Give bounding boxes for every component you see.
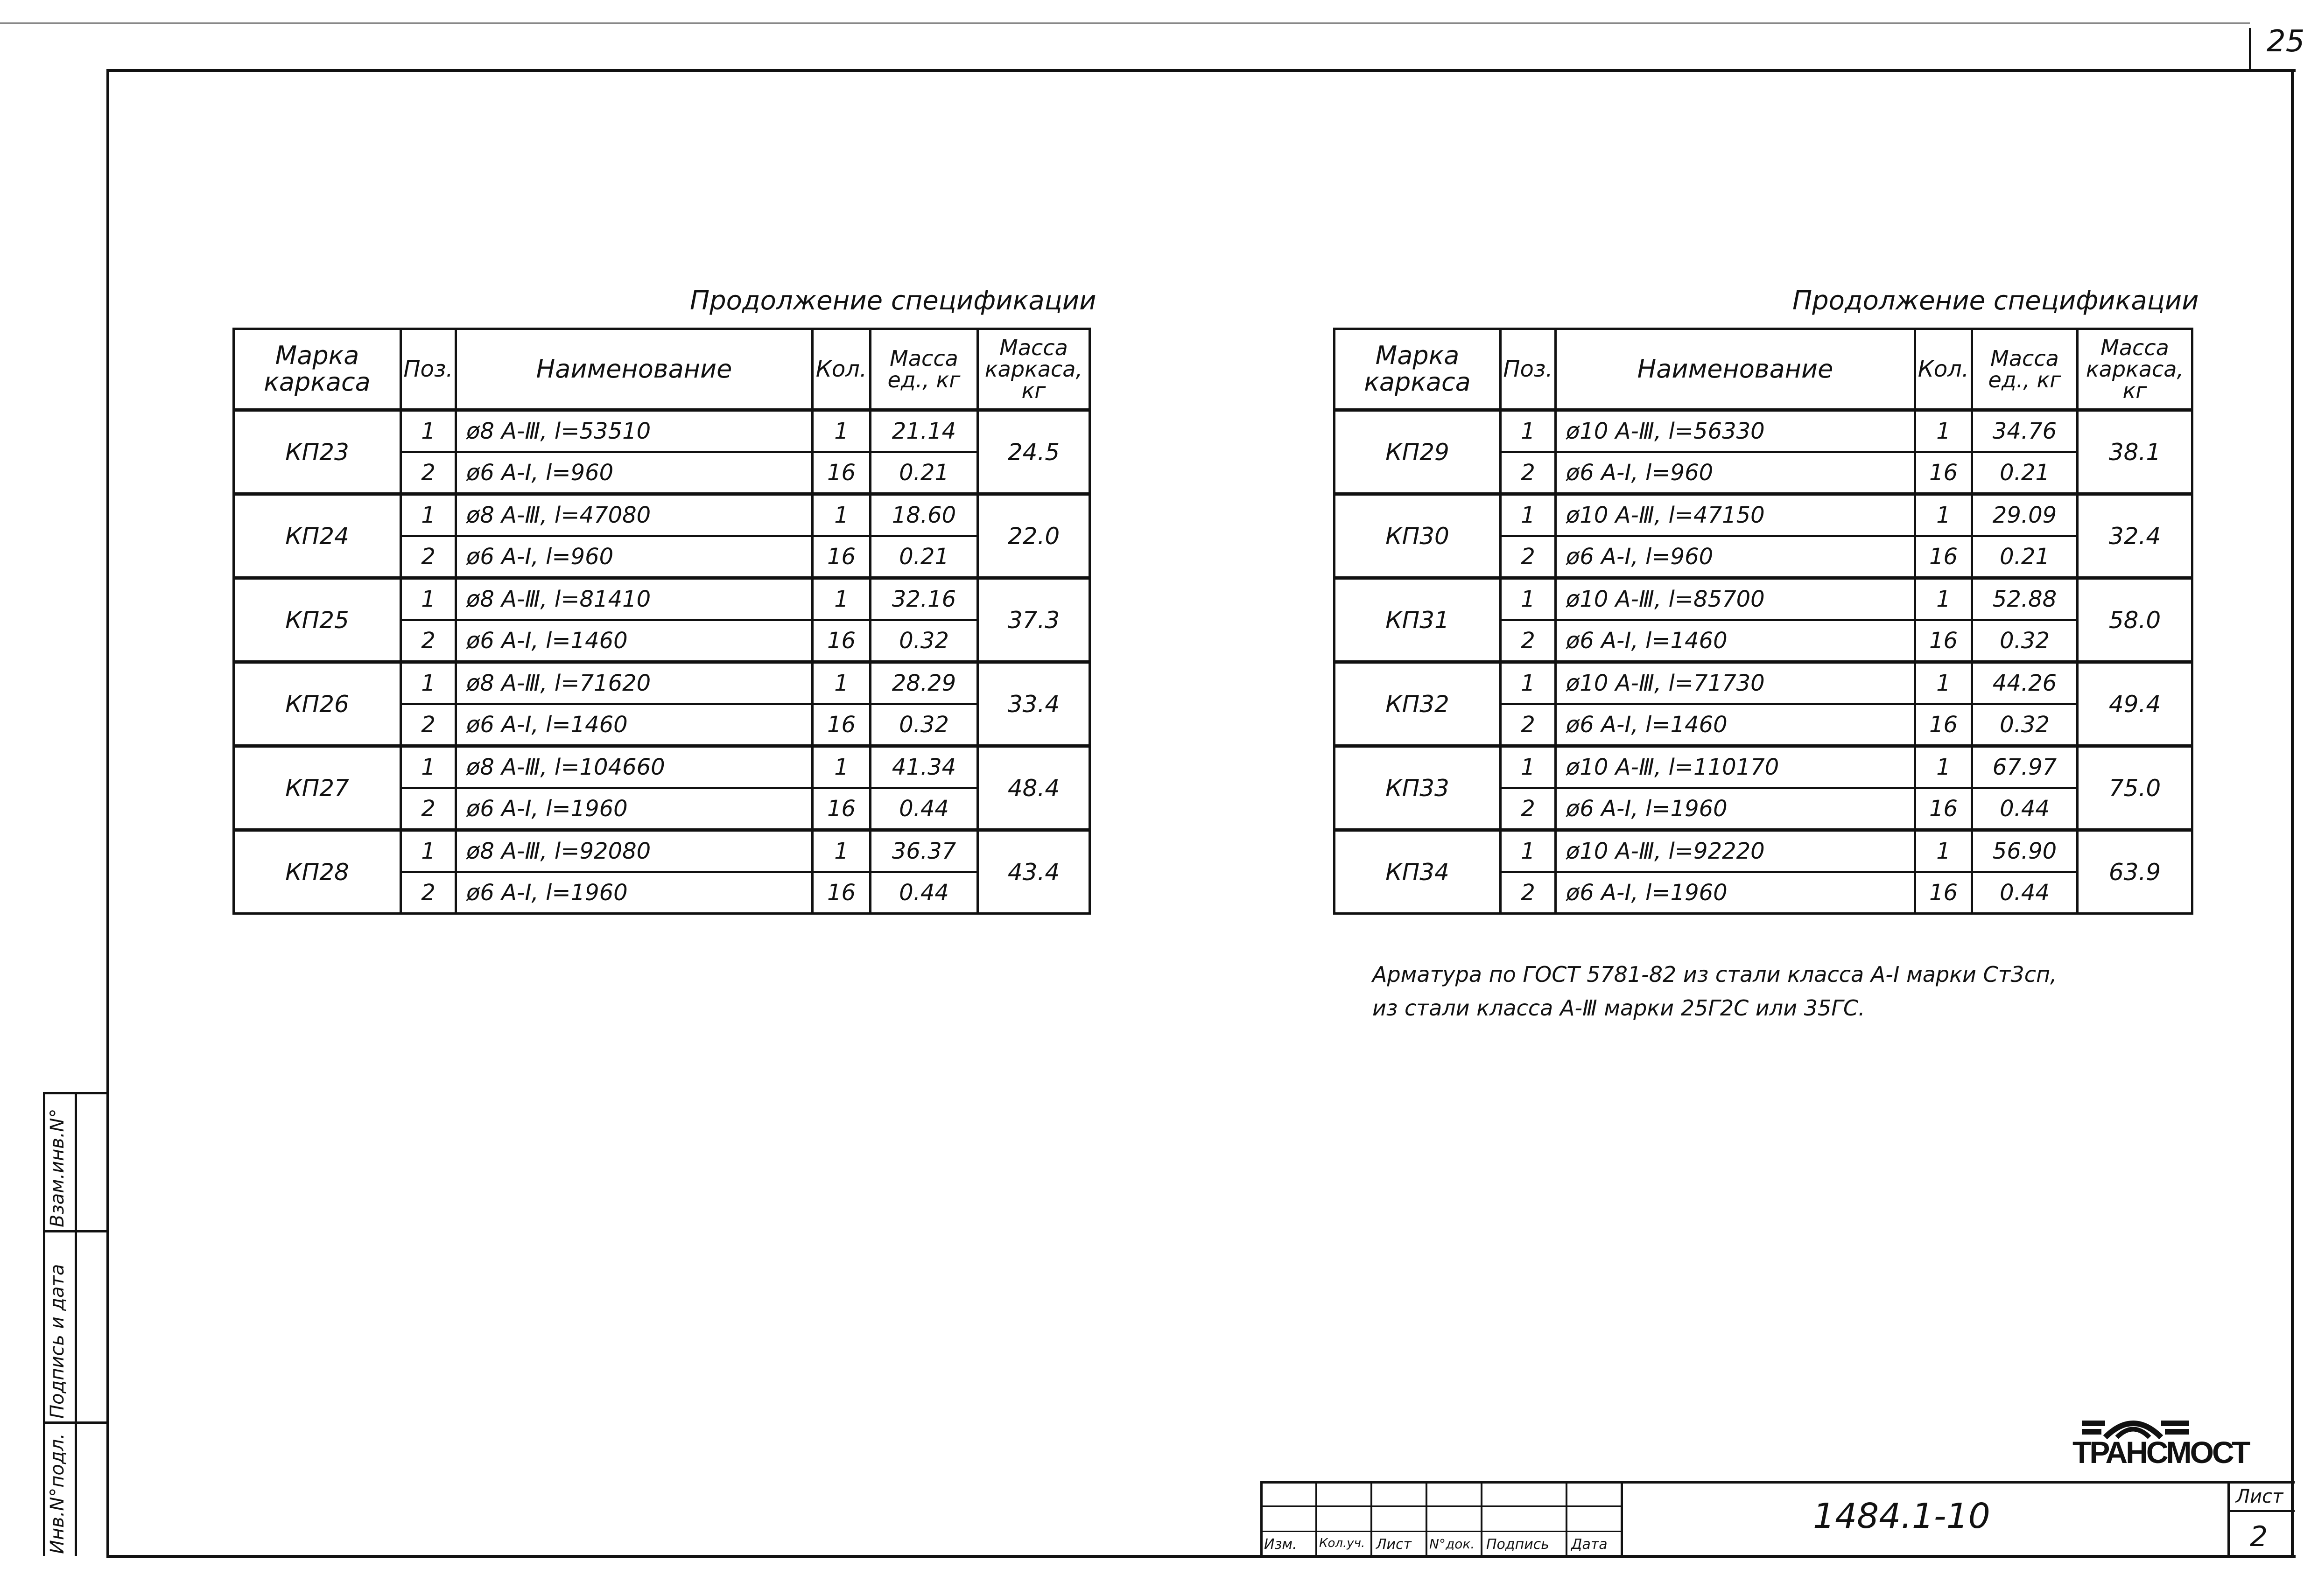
- quantity: 1: [813, 578, 871, 620]
- frame-mark: КП24: [234, 494, 401, 578]
- unit-mass: 0.32: [1972, 620, 2078, 662]
- position: 1: [1501, 830, 1556, 872]
- unit-mass: 0.21: [871, 452, 978, 494]
- unit-mass: 0.32: [871, 620, 978, 662]
- spec-table-left: [232, 328, 1091, 915]
- tb-col-list: Лист: [1376, 1536, 1412, 1553]
- frame-mark: КП33: [1335, 746, 1501, 830]
- item-name: ø6 А-Ⅰ, l=960: [456, 536, 813, 578]
- header-pos: Поз.: [1501, 329, 1556, 410]
- quantity: 16: [813, 704, 871, 746]
- item-name: ø8 А-Ⅲ, l=81410: [456, 578, 813, 620]
- position: 2: [401, 452, 456, 494]
- tb-col-podpis: Подпись: [1486, 1536, 1549, 1553]
- header-frame-mass: Масса каркаса, кг: [2078, 329, 2192, 410]
- unit-mass: 0.44: [1972, 872, 2078, 914]
- position: 2: [1501, 788, 1556, 830]
- position: 1: [1501, 578, 1556, 620]
- unit-mass: 28.29: [871, 662, 978, 704]
- tb-col-izm: Изм.: [1264, 1536, 1297, 1553]
- quantity: 16: [813, 536, 871, 578]
- quantity: 1: [1915, 830, 1972, 872]
- unit-mass: 67.97: [1972, 746, 2078, 788]
- quantity: 1: [813, 746, 871, 788]
- quantity: 1: [1915, 662, 1972, 704]
- frame-mass: 32.4: [2078, 494, 2192, 578]
- frame-mark: КП29: [1335, 410, 1501, 494]
- frame-mark: КП34: [1335, 830, 1501, 914]
- table-row: [234, 494, 1090, 536]
- position: 2: [401, 704, 456, 746]
- tb-col-data: Дата: [1571, 1536, 1608, 1553]
- stamp-inv-podl: Инв.N°подл.: [47, 1433, 68, 1554]
- table-row: [234, 746, 1090, 788]
- position: 1: [401, 662, 456, 704]
- position: 1: [401, 410, 456, 452]
- position: 2: [1501, 620, 1556, 662]
- frame-mark: КП25: [234, 578, 401, 662]
- frame-mark: КП30: [1335, 494, 1501, 578]
- table-row: [1335, 578, 2192, 620]
- stamp-podpis-data: Подпись и дата: [47, 1264, 68, 1419]
- unit-mass: 0.32: [871, 704, 978, 746]
- item-name: ø6 А-Ⅰ, l=960: [456, 452, 813, 494]
- header-mark: Марка каркаса: [1335, 329, 1501, 410]
- unit-mass: 0.44: [871, 872, 978, 914]
- frame-mass: 37.3: [978, 578, 1090, 662]
- header-qty: Кол.: [813, 329, 871, 410]
- quantity: 16: [813, 788, 871, 830]
- position: 1: [1501, 410, 1556, 452]
- item-name: ø10 А-Ⅲ, l=56330: [1556, 410, 1915, 452]
- tb-sheet-label: Лист: [2236, 1486, 2283, 1507]
- position: 1: [401, 578, 456, 620]
- top-scan-line: [0, 22, 2250, 24]
- table-row: [1335, 494, 2192, 536]
- header-unit-mass: Масса ед., кг: [871, 329, 978, 410]
- unit-mass: 0.21: [1972, 452, 2078, 494]
- header-unit-mass: Масса ед., кг: [1972, 329, 2078, 410]
- frame-mark: КП32: [1335, 662, 1501, 746]
- frame-left: [106, 69, 109, 1558]
- quantity: 1: [1915, 410, 1972, 452]
- quantity: 16: [1915, 872, 1972, 914]
- unit-mass: 56.90: [1972, 830, 2078, 872]
- quantity: 16: [813, 452, 871, 494]
- quantity: 16: [1915, 620, 1972, 662]
- quantity: 16: [1915, 452, 1972, 494]
- item-name: ø8 А-Ⅲ, l=47080: [456, 494, 813, 536]
- frame-mark: КП28: [234, 830, 401, 914]
- item-name: ø6 А-Ⅰ, l=1460: [1556, 704, 1915, 746]
- item-name: ø10 А-Ⅲ, l=47150: [1556, 494, 1915, 536]
- header-name: Наименование: [456, 329, 813, 410]
- frame-mark: КП23: [234, 410, 401, 494]
- unit-mass: 18.60: [871, 494, 978, 536]
- top-number-divider: [2249, 28, 2251, 71]
- frame-mass: 33.4: [978, 662, 1090, 746]
- tb-sheet-number: 2: [2250, 1520, 2268, 1553]
- unit-mass: 52.88: [1972, 578, 2078, 620]
- right-table-caption: Продолжение спецификации: [1792, 286, 2199, 316]
- quantity: 1: [813, 830, 871, 872]
- spec-table-right: [1333, 328, 2193, 915]
- frame-mass: 24.5: [978, 410, 1090, 494]
- item-name: ø8 А-Ⅲ, l=71620: [456, 662, 813, 704]
- table-row: [234, 662, 1090, 704]
- position: 2: [401, 788, 456, 830]
- item-name: ø10 А-Ⅲ, l=85700: [1556, 578, 1915, 620]
- unit-mass: 0.21: [1972, 536, 2078, 578]
- item-name: ø8 А-Ⅲ, l=53510: [456, 410, 813, 452]
- item-name: ø10 А-Ⅲ, l=110170: [1556, 746, 1915, 788]
- unit-mass: 0.44: [1972, 788, 2078, 830]
- position: 1: [1501, 746, 1556, 788]
- item-name: ø6 А-Ⅰ, l=1460: [1556, 620, 1915, 662]
- unit-mass: 0.44: [871, 788, 978, 830]
- tb-col-koluch: Кол.уч.: [1319, 1536, 1365, 1550]
- header-qty: Кол.: [1915, 329, 1972, 410]
- frame-mass: 49.4: [2078, 662, 2192, 746]
- unit-mass: 21.14: [871, 410, 978, 452]
- frame-mass: 38.1: [2078, 410, 2192, 494]
- quantity: 1: [1915, 494, 1972, 536]
- header-frame-mass: Масса каркаса, кг: [978, 329, 1090, 410]
- header-name: Наименование: [1556, 329, 1915, 410]
- top-sheet-number: 25: [2267, 24, 2305, 59]
- unit-mass: 0.32: [1972, 704, 2078, 746]
- item-name: ø6 А-Ⅰ, l=1960: [456, 788, 813, 830]
- frame-mark: КП31: [1335, 578, 1501, 662]
- quantity: 1: [813, 662, 871, 704]
- position: 2: [1501, 536, 1556, 578]
- table-row: [234, 578, 1090, 620]
- item-name: ø10 А-Ⅲ, l=92220: [1556, 830, 1915, 872]
- header-pos: Поз.: [401, 329, 456, 410]
- frame-mark: КП27: [234, 746, 401, 830]
- stamp-vzam-inv: Взам.инв.N°: [47, 1108, 68, 1227]
- unit-mass: 44.26: [1972, 662, 2078, 704]
- frame-mass: 63.9: [2078, 830, 2192, 914]
- unit-mass: 0.21: [871, 536, 978, 578]
- tb-col-ndok: N°док.: [1429, 1536, 1475, 1552]
- item-name: ø8 А-Ⅲ, l=92080: [456, 830, 813, 872]
- quantity: 16: [1915, 788, 1972, 830]
- frame-mass: 75.0: [2078, 746, 2192, 830]
- document-designation: 1484.1-10: [1813, 1496, 1990, 1536]
- item-name: ø10 А-Ⅲ, l=71730: [1556, 662, 1915, 704]
- item-name: ø6 А-Ⅰ, l=1960: [1556, 872, 1915, 914]
- position: 1: [1501, 662, 1556, 704]
- position: 2: [401, 872, 456, 914]
- position: 2: [1501, 704, 1556, 746]
- item-name: ø6 А-Ⅰ, l=1960: [1556, 788, 1915, 830]
- frame-mass: 58.0: [2078, 578, 2192, 662]
- position: 1: [1501, 494, 1556, 536]
- unit-mass: 34.76: [1972, 410, 2078, 452]
- unit-mass: 36.37: [871, 830, 978, 872]
- quantity: 16: [1915, 536, 1972, 578]
- quantity: 1: [1915, 578, 1972, 620]
- position: 2: [1501, 872, 1556, 914]
- table-row: [1335, 662, 2192, 704]
- position: 2: [401, 620, 456, 662]
- frame-mass: 43.4: [978, 830, 1090, 914]
- quantity: 1: [813, 410, 871, 452]
- left-table-caption: Продолжение спецификации: [690, 286, 1096, 316]
- position: 1: [401, 830, 456, 872]
- table-row: [234, 410, 1090, 452]
- item-name: ø6 А-Ⅰ, l=1460: [456, 620, 813, 662]
- position: 1: [401, 746, 456, 788]
- position: 2: [401, 536, 456, 578]
- unit-mass: 41.34: [871, 746, 978, 788]
- item-name: ø6 А-Ⅰ, l=960: [1556, 536, 1915, 578]
- unit-mass: 32.16: [871, 578, 978, 620]
- frame-right: [2291, 69, 2294, 1558]
- frame-bottom: [106, 1555, 2296, 1558]
- transmost-logo: [2072, 1405, 2278, 1470]
- item-name: ø8 А-Ⅲ, l=104660: [456, 746, 813, 788]
- item-name: ø6 А-Ⅰ, l=1460: [456, 704, 813, 746]
- table-row: [1335, 410, 2192, 452]
- frame-mass: 22.0: [978, 494, 1090, 578]
- quantity: 16: [1915, 704, 1972, 746]
- frame-mass: 48.4: [978, 746, 1090, 830]
- note-line-1: Арматура по ГОСТ 5781-82 из стали класса А-Ⅰ марки Ст3сп,: [1372, 962, 2057, 987]
- item-name: ø6 А-Ⅰ, l=960: [1556, 452, 1915, 494]
- quantity: 1: [813, 494, 871, 536]
- table-row: [234, 830, 1090, 872]
- note-line-2: из стали класса А-Ⅲ марки 25Г2С или 35ГС.: [1372, 995, 1865, 1021]
- table-row: [1335, 746, 2192, 788]
- unit-mass: 29.09: [1972, 494, 2078, 536]
- position: 1: [401, 494, 456, 536]
- item-name: ø6 А-Ⅰ, l=1960: [456, 872, 813, 914]
- header-mark: Марка каркаса: [234, 329, 401, 410]
- quantity: 16: [813, 872, 871, 914]
- logo-text: ТРАНСМОСТ: [2072, 1435, 2249, 1470]
- frame-top: [106, 69, 2296, 72]
- frame-mark: КП26: [234, 662, 401, 746]
- quantity: 16: [813, 620, 871, 662]
- table-row: [1335, 830, 2192, 872]
- position: 2: [1501, 452, 1556, 494]
- quantity: 1: [1915, 746, 1972, 788]
